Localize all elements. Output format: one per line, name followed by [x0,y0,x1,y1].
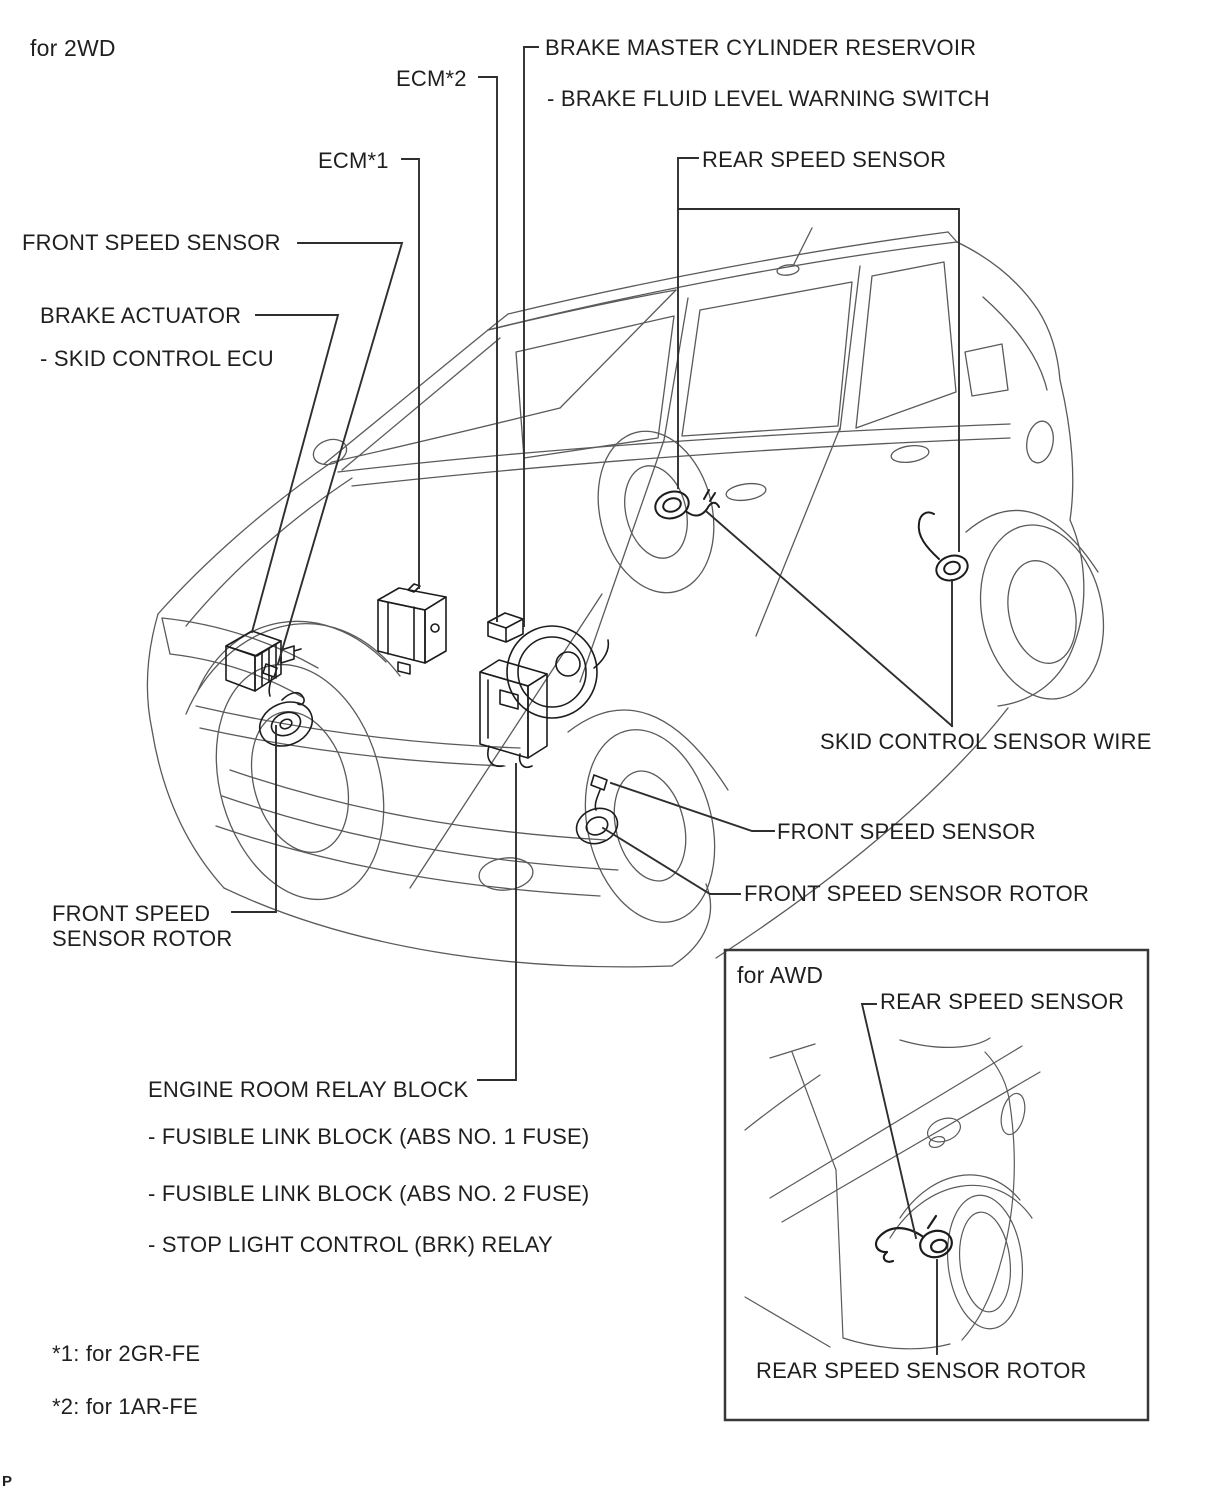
quarter-window [856,262,956,428]
awd-inset-leaders [862,1004,937,1354]
leader-rear-speed-sensor-left [678,158,698,488]
label-skid-control-sensor-wire: SKID CONTROL SENSOR WIRE [820,729,1152,754]
rear-door-cut [756,428,840,636]
front-door-handle [725,481,767,502]
rear-door-handle [890,443,930,464]
rear-right-tire [965,513,1119,710]
inset-rocker [843,1338,950,1349]
label-stop-light-relay: - STOP LIGHT CONTROL (BRK) RELAY [148,1232,553,1257]
inset-body-right-edge [962,1105,1014,1340]
roof-rear-edge [948,232,957,242]
beltline [338,424,1010,472]
awd-inset-drawing [745,1038,1040,1349]
label-brake-actuator: BRAKE ACTUATOR [40,303,242,328]
label-front-speed-sensor-rotor: FRONT SPEED SENSOR ROTOR [744,881,1090,906]
front-left-tire [190,645,410,920]
front-door-cut [580,440,664,682]
leader-front-speed-rotor-left [232,726,276,912]
roof-near-rail [488,242,957,330]
grille-slat-3 [216,826,600,896]
inset-wheel-arch [900,1175,1020,1218]
inset-door-line [745,1075,820,1130]
front-left-arch-outer [186,624,400,714]
headlight-edge [162,618,170,654]
antenna-mast-icon [793,228,812,266]
label-front-speed-sensor-left: FRONT SPEED SENSOR [22,230,281,255]
rear-right-rim [999,554,1085,669]
inset-beltline [770,1046,1022,1198]
footnote-1: *1: for 2GR-FE [52,1341,201,1366]
leader-ecm2 [479,77,497,621]
inset-mast-top [770,1044,815,1058]
grille-slat-1 [230,770,606,840]
label-ecm1: ECM*1 [318,148,389,173]
leader-rear-speed-sensor-bracket [678,209,959,551]
label-rear-speed-sensor: REAR SPEED SENSOR [702,147,947,172]
inset-lower-diagonal [745,1297,830,1347]
label-ecm2: ECM*2 [396,66,467,91]
grille-slat-2 [222,796,618,870]
front-right-arch [568,710,728,790]
leader-skid-wire-a [707,512,952,726]
variant-awd-label: for AWD [737,962,824,988]
liftgate-edge [957,242,1060,380]
label-brake-master-cylinder: BRAKE MASTER CYLINDER RESERVOIR [545,35,977,60]
bumper-right [672,884,711,966]
windshield-far-pillar [560,290,676,408]
leader-engine-room-relay-block [478,764,516,1080]
footnote-2: *2: for 1AR-FE [52,1394,198,1419]
label-brake-fluid-switch: - BRAKE FLUID LEVEL WARNING SWITCH [547,86,990,111]
d-pillar-window [965,344,1008,396]
rear-door-window [682,282,852,436]
hood-cut [158,462,332,614]
front-left-edge [147,614,158,730]
inset-rear-rim [955,1210,1015,1315]
inset-beltline-2 [782,1072,1040,1222]
front-right-tire [566,716,734,936]
front-door-window [516,316,674,458]
headlight-upper [162,618,318,668]
brake-actuator-drawing [226,631,301,691]
page-corner-mark: P [2,1473,13,1490]
ecm-drawing [378,584,446,674]
inset-sensor-prong [928,1216,936,1228]
grille-bar-1 [196,706,520,748]
leader-inset-rear-speed-sensor [862,1004,916,1238]
fog-lamp [477,855,534,892]
leader-front-speed-sensor-rotor-right [603,828,740,894]
roof-far-rail [508,232,948,314]
label-front-speed-rotor-line1: FRONT SPEED [52,901,211,926]
brake-booster-assembly-drawing [480,613,608,767]
label-inset-rear-speed-sensor: REAR SPEED SENSOR [880,989,1125,1014]
windshield-top [488,290,676,330]
label-engine-room-relay-block: ENGINE ROOM RELAY BLOCK [148,1077,469,1102]
rear-right-speed-sensor-drawing [919,512,971,584]
a-pillar [324,330,488,464]
antenna-base [776,264,799,277]
car-drawing-2wd [147,228,1119,967]
bumper-left [152,730,224,888]
label-front-speed-sensor-right: FRONT SPEED SENSOR [777,819,1036,844]
component-drawings [226,487,971,849]
headlight-lower [170,654,304,698]
leader-brake-master-cylinder [524,47,538,626]
fuel-door [1024,419,1057,465]
label-fusible-link-1: - FUSIBLE LINK BLOCK (ABS NO. 1 FUSE) [148,1124,590,1149]
front-left-speed-sensor-drawing [263,664,277,696]
inset-body-lower-left [836,1170,843,1338]
label-front-speed-rotor-line2: SENSOR ROTOR [52,926,233,951]
c-pillar [840,266,860,430]
leader-front-speed-sensor-right [611,783,774,831]
variant-2wd-label: for 2WD [30,35,116,61]
leader-lines [232,47,959,1080]
leader-ecm1 [402,159,419,588]
a-pillar-inner [342,338,500,470]
label-skid-control-ecu: - SKID CONTROL ECU [40,346,274,371]
inset-mast [792,1052,836,1170]
label-fusible-link-2: - FUSIBLE LINK BLOCK (ABS NO. 2 FUSE) [148,1181,590,1206]
liftgate-glass-edge [983,297,1047,390]
cowl-line [332,408,560,462]
label-inset-rear-speed-rotor: REAR SPEED SENSOR ROTOR [756,1358,1087,1383]
inset-roof-edge [900,1038,990,1047]
bumper-bottom [224,888,672,967]
